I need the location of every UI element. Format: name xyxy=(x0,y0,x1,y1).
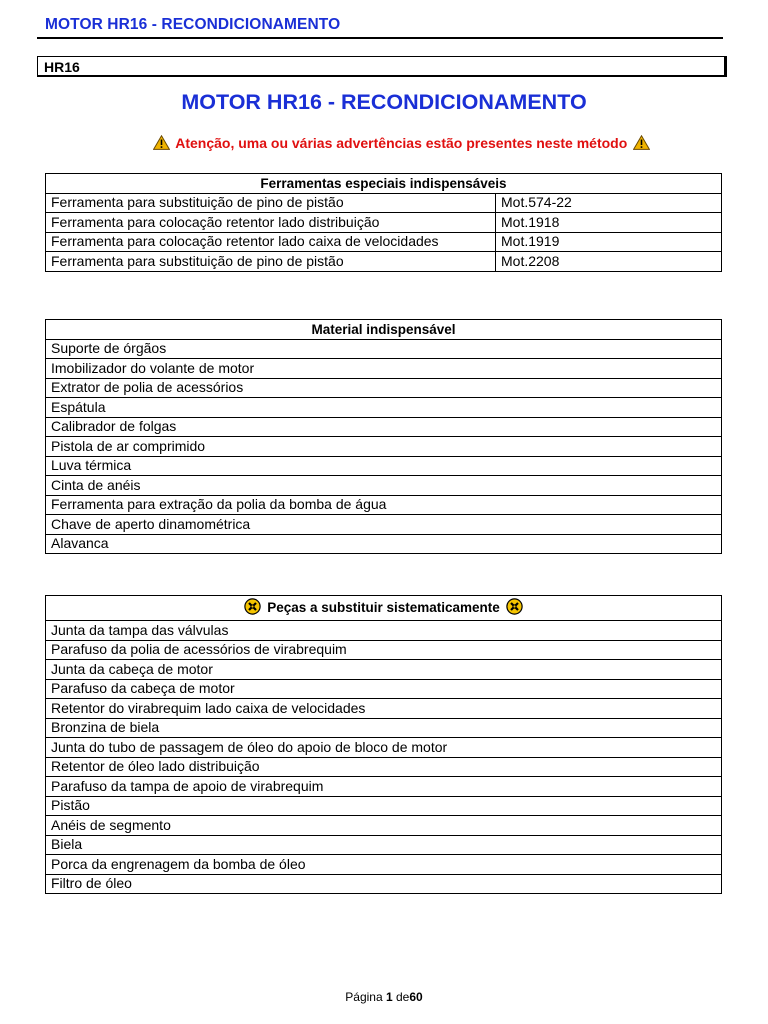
special-tools-table xyxy=(45,173,722,272)
table-row xyxy=(46,476,722,496)
material-item: Suporte de órgãos xyxy=(46,339,722,359)
footer-page-number: 1 xyxy=(385,990,393,1004)
part-item: Porca da engrenagem da bomba de óleo xyxy=(46,855,722,875)
table-row xyxy=(46,874,722,894)
table-row xyxy=(46,339,722,359)
part-item: Retentor do virabrequim lado caixa de velocidades xyxy=(46,699,722,719)
part-item: Filtro de óleo xyxy=(46,874,722,894)
material-item: Imobilizador do volante de motor xyxy=(46,359,722,379)
special-tools-header: Ferramentas especiais indispensáveis xyxy=(46,174,722,194)
table-row xyxy=(46,718,722,738)
material-item: Luva térmica xyxy=(46,456,722,476)
table-row xyxy=(46,456,722,476)
table-row xyxy=(46,193,722,213)
table-row xyxy=(46,855,722,875)
warning-triangle-icon xyxy=(153,135,170,153)
replace-part-icon xyxy=(506,598,523,619)
table-header-row xyxy=(46,596,722,621)
tool-code: Mot.574-22 xyxy=(496,193,722,213)
part-item: Parafuso da cabeça de motor xyxy=(46,679,722,699)
warning-text: Atenção, uma ou várias advertências estão presentes neste método xyxy=(175,135,628,151)
footer-separator: de xyxy=(392,990,410,1004)
material-item: Chave de aperto dinamométrica xyxy=(46,515,722,535)
part-item: Bronzina de biela xyxy=(46,718,722,738)
footer-prefix: Página xyxy=(345,990,386,1004)
header-divider xyxy=(37,37,723,39)
material-item: Pistola de ar comprimido xyxy=(46,437,722,457)
tool-code: Mot.1919 xyxy=(496,232,722,252)
part-item: Parafuso da tampa de apoio de virabrequim xyxy=(46,777,722,797)
tool-code: Mot.1918 xyxy=(496,213,722,233)
part-item: Junta da tampa das válvulas xyxy=(46,621,722,641)
table-row xyxy=(46,621,722,641)
table-row xyxy=(46,378,722,398)
footer-page-total: 60 xyxy=(409,990,423,1004)
part-item: Junta da cabeça de motor xyxy=(46,660,722,680)
part-item: Retentor de óleo lado distribuição xyxy=(46,757,722,777)
part-item: Pistão xyxy=(46,796,722,816)
table-row xyxy=(46,660,722,680)
header-title: MOTOR HR16 - RECONDICIONAMENTO xyxy=(45,16,341,33)
table-row xyxy=(46,213,722,233)
table-row xyxy=(46,679,722,699)
part-item: Junta do tubo de passagem de óleo do apoio de bloco de motor xyxy=(46,738,722,758)
page-footer xyxy=(0,990,768,1004)
tool-name: Ferramenta para colocação retentor lado caixa de velocidades xyxy=(46,232,496,252)
material-item: Calibrador de folgas xyxy=(46,417,722,437)
table-row xyxy=(46,495,722,515)
replace-part-icon xyxy=(244,598,261,619)
table-row xyxy=(46,738,722,758)
table-row xyxy=(46,515,722,535)
replace-parts-table xyxy=(45,595,722,894)
part-item: Biela xyxy=(46,835,722,855)
engine-code-box xyxy=(37,56,727,77)
table-row xyxy=(46,796,722,816)
table-row xyxy=(46,417,722,437)
table-header-row xyxy=(46,174,722,194)
table-row xyxy=(46,437,722,457)
tool-code: Mot.2208 xyxy=(496,252,722,272)
material-item: Cinta de anéis xyxy=(46,476,722,496)
table-row xyxy=(46,777,722,797)
required-material-table xyxy=(45,319,722,554)
table-header-row xyxy=(46,320,722,340)
table-row xyxy=(46,640,722,660)
engine-code: HR16 xyxy=(44,59,80,75)
table-row xyxy=(46,252,722,272)
tool-name: Ferramenta para substituição de pino de pistão xyxy=(46,252,496,272)
table-row xyxy=(46,359,722,379)
warning-banner xyxy=(0,135,768,153)
tool-name: Ferramenta para substituição de pino de pistão xyxy=(46,193,496,213)
material-item: Alavanca xyxy=(46,534,722,554)
replace-parts-header-cell xyxy=(46,596,722,621)
material-item: Extrator de polia de acessórios xyxy=(46,378,722,398)
part-item: Parafuso da polia de acessórios de virabrequim xyxy=(46,640,722,660)
material-item: Ferramenta para extração da polia da bomba de água xyxy=(46,495,722,515)
table-row xyxy=(46,398,722,418)
table-row xyxy=(46,835,722,855)
table-row xyxy=(46,816,722,836)
table-row xyxy=(46,699,722,719)
warning-triangle-icon xyxy=(633,135,650,153)
table-row xyxy=(46,232,722,252)
table-row xyxy=(46,757,722,777)
part-item: Anéis de segmento xyxy=(46,816,722,836)
table-row xyxy=(46,534,722,554)
page-title: MOTOR HR16 - RECONDICIONAMENTO xyxy=(181,90,587,114)
required-material-header: Material indispensável xyxy=(46,320,722,340)
replace-parts-header: Peças a substituir sistematicamente xyxy=(267,599,500,615)
material-item: Espátula xyxy=(46,398,722,418)
tool-name: Ferramenta para colocação retentor lado distribuição xyxy=(46,213,496,233)
